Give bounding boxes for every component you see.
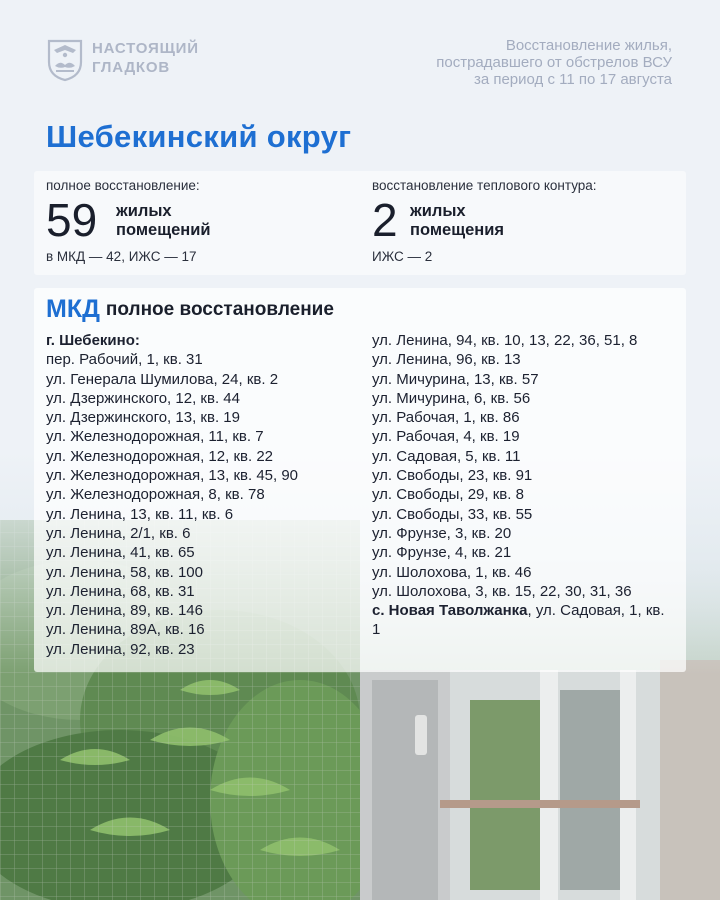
place-name: с. Новая Таволжанка xyxy=(372,602,528,620)
stat-unit xyxy=(410,202,504,240)
place-address: , ул. Садовая, 1, кв. 1 xyxy=(372,602,665,639)
list-item-village xyxy=(372,601,677,640)
stat-unit-line-1: жилых xyxy=(116,202,172,220)
header xyxy=(0,0,720,110)
list-item: ул. Ленина, 89, кв. 146 xyxy=(46,602,203,620)
list-item: ул. Мичурина, 6, кв. 56 xyxy=(372,389,531,407)
brand-name xyxy=(92,39,199,77)
subtitle-line-2: пострадавшего от обстрелов ВСУ xyxy=(436,54,672,71)
address-column-right xyxy=(372,331,677,640)
stat-unit xyxy=(116,202,211,240)
list-item: пер. Рабочий, 1, кв. 31 xyxy=(46,351,203,369)
list-item: ул. Ленина, 41, кв. 65 xyxy=(46,544,195,562)
list-item: ул. Шолохова, 3, кв. 15, 22, 30, 31, 36 xyxy=(372,582,632,600)
list-item: ул. Свободы, 29, кв. 8 xyxy=(372,486,524,504)
place-name: г. Шебекино: xyxy=(46,332,140,349)
list-description: полное восстановление xyxy=(105,298,334,320)
address-column-left xyxy=(46,331,366,659)
list-item: ул. Рабочая, 4, кв. 19 xyxy=(372,428,520,446)
list-item: ул. Ленина, 68, кв. 31 xyxy=(46,582,195,600)
list-item: ул. Железнодорожная, 12, кв. 22 xyxy=(46,447,274,465)
list-item: ул. Свободы, 23, кв. 91 xyxy=(372,467,533,485)
stat-note: ИЖС — 2 xyxy=(372,249,433,264)
subtitle-line-3: за период с 11 по 17 августа xyxy=(473,71,672,88)
stat-thermal-contour xyxy=(372,171,682,275)
list-item: ул. Рабочая, 1, кв. 86 xyxy=(372,409,520,427)
subtitle-line-1: Восстановление жилья, xyxy=(505,37,672,54)
list-item: ул. Железнодорожная, 13, кв. 45, 90 xyxy=(46,467,299,485)
list-item: ул. Ленина, 96, кв. 13 xyxy=(372,351,521,369)
list-item: ул. Ленина, 2/1, кв. 6 xyxy=(46,524,191,542)
list-item: ул. Фрунзе, 4, кв. 21 xyxy=(372,544,512,562)
list-item: ул. Свободы, 33, кв. 55 xyxy=(372,505,533,523)
stat-unit-line-2: помещений xyxy=(116,221,211,239)
list-item: ул. Ленина, 13, кв. 11, кв. 6 xyxy=(46,505,234,523)
list-item: ул. Мичурина, 13, кв. 57 xyxy=(372,370,539,388)
stat-label: полное восстановление: xyxy=(46,178,200,193)
list-item: ул. Ленина, 89А, кв. 16 xyxy=(46,621,205,639)
list-item: ул. Дзержинского, 12, кв. 44 xyxy=(46,389,240,407)
stat-note: в МКД — 42, ИЖС — 17 xyxy=(46,249,197,264)
list-item: ул. Ленина, 58, кв. 100 xyxy=(46,563,203,581)
stat-unit-line-1: жилых xyxy=(410,202,466,220)
list-item: ул. Ленина, 92, кв. 23 xyxy=(46,640,195,658)
list-item: ул. Садовая, 5, кв. 11 xyxy=(372,447,521,465)
district-title: Шебекинский округ xyxy=(46,119,352,154)
stat-label: восстановление теплового контура: xyxy=(372,178,597,193)
list-item: ул. Дзержинского, 13, кв. 19 xyxy=(46,409,240,427)
stats-card xyxy=(34,171,686,275)
coat-of-arms-icon xyxy=(46,38,84,82)
stat-full-restoration xyxy=(46,171,356,275)
list-kind: МКД xyxy=(46,295,100,323)
address-list-card xyxy=(34,288,686,672)
list-header xyxy=(46,295,334,324)
list-item: ул. Ленина, 94, кв. 10, 13, 22, 36, 51, 8 xyxy=(372,332,638,349)
report-subtitle xyxy=(436,37,672,88)
stat-number: 59 xyxy=(46,194,98,246)
list-item: ул. Генерала Шумилова, 24, кв. 2 xyxy=(46,370,279,388)
stat-number: 2 xyxy=(372,194,398,246)
list-item: ул. Шолохова, 1, кв. 46 xyxy=(372,563,532,581)
list-item: ул. Железнодорожная, 11, кв. 7 xyxy=(46,428,264,446)
list-item: ул. Железнодорожная, 8, кв. 78 xyxy=(46,486,265,504)
list-item: ул. Фрунзе, 3, кв. 20 xyxy=(372,524,512,542)
brand-line-2: ГЛАДКОВ xyxy=(92,59,170,76)
brand-line-1: НАСТОЯЩИЙ xyxy=(92,40,199,57)
stat-unit-line-2: помещения xyxy=(410,221,505,239)
